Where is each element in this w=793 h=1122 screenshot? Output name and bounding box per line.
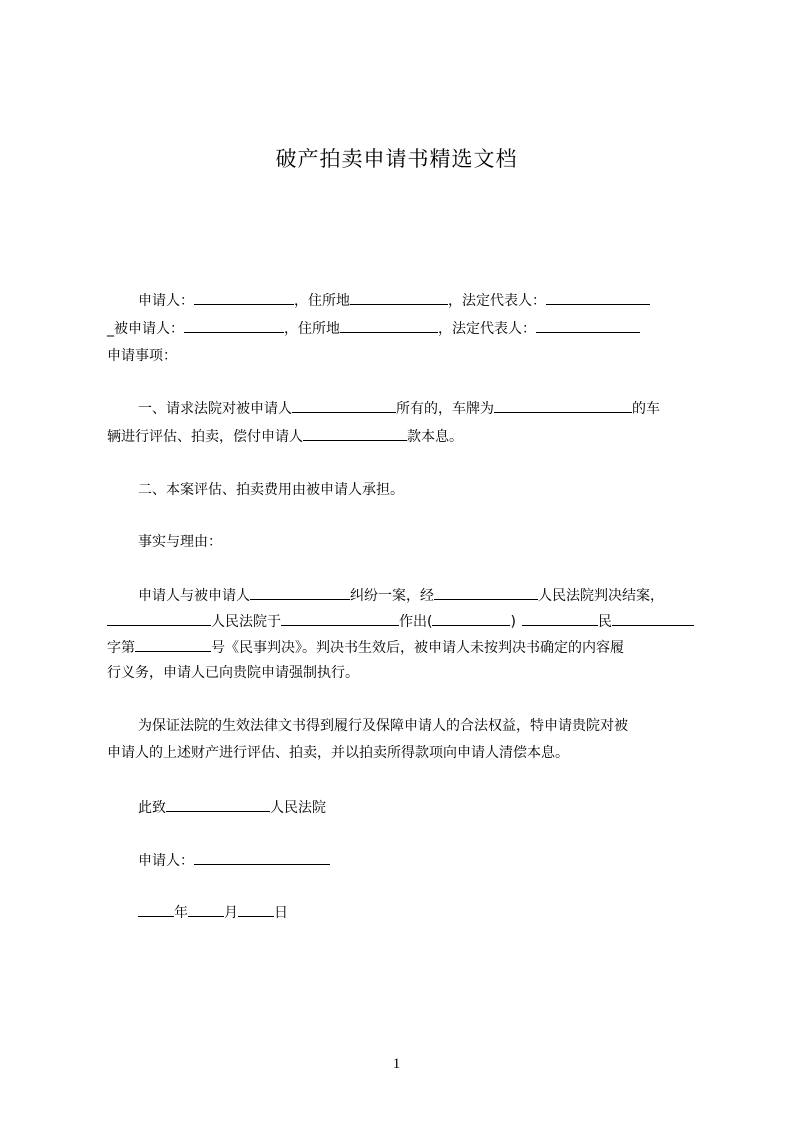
purpose-line-2: 申请人的上述财产进行评估、拍卖，并以拍卖所得款项向申请人清偿本息。	[107, 745, 569, 761]
respondent-legal-rep-label: ，法定代表人：	[438, 321, 536, 337]
lead-underscore: _	[107, 321, 114, 337]
facts-label: 事实与理由：	[138, 534, 222, 550]
signature-label: 申请人：	[138, 853, 194, 869]
court-name-blank[interactable]	[434, 585, 538, 600]
facts-text-f: )	[510, 614, 516, 630]
facts-text-a: 申请人与被申请人	[138, 588, 250, 604]
case-court-blank[interactable]	[522, 611, 598, 626]
closing-court: 人民法院	[270, 800, 326, 816]
applicant-blank[interactable]	[194, 290, 294, 305]
facts-line-2	[107, 611, 694, 632]
facts-line-4: 行义务，申请人已向贵院申请强制执行。	[107, 665, 359, 681]
parties-line-1	[138, 290, 650, 311]
signature-blank[interactable]	[194, 850, 330, 865]
plate-number-blank[interactable]	[494, 398, 632, 413]
item1-text-b: 所有的，车牌为	[396, 401, 494, 417]
month-blank[interactable]	[188, 902, 224, 917]
facts-text-h: 字第	[107, 640, 135, 656]
court-blank-2[interactable]	[107, 611, 211, 626]
closing-line	[138, 797, 326, 818]
facts-text-i: 号《民事判决》。判决书生效后，被申请人未按判决书确定的内容履	[211, 640, 624, 656]
day-blank[interactable]	[238, 902, 274, 917]
signature-line	[138, 850, 330, 871]
page-number: 1	[392, 1056, 401, 1072]
item1-line-2	[107, 426, 463, 447]
day-label: 日	[274, 905, 288, 921]
amount-blank[interactable]	[303, 426, 407, 441]
year-paren-blank[interactable]	[432, 611, 510, 626]
respondent-blank[interactable]	[184, 318, 284, 333]
page-title: 破产拍卖申请书精选文档	[275, 147, 518, 171]
request-label: 申请事项：	[107, 348, 177, 364]
court-addressee-blank[interactable]	[166, 797, 270, 812]
case-number-blank[interactable]	[135, 637, 211, 652]
applicant-label: 申请人：	[138, 293, 194, 309]
item2-text: 二、本案评估、拍卖费用由被申请人承担。	[138, 482, 404, 498]
respondent-name-blank[interactable]	[292, 398, 396, 413]
item1-line-1	[138, 398, 660, 419]
item1-text-d: 辆进行评估、拍卖，偿付申请人	[107, 429, 303, 445]
item1-text-e: 款本息。	[407, 429, 463, 445]
applicant-legal-rep-blank[interactable]	[546, 290, 650, 305]
facts-line-1	[138, 585, 664, 606]
date-line	[138, 902, 288, 923]
facts-text-g: 民	[597, 614, 612, 630]
dispute-type-blank[interactable]	[250, 585, 350, 600]
item1-text-a: 一、请求法院对被申请人	[138, 401, 292, 417]
item1-text-c: 的车	[632, 401, 660, 417]
closing-to: 此致	[138, 800, 166, 816]
residence-label: ，住所地	[294, 293, 350, 309]
facts-text-e: 作出(	[399, 614, 433, 630]
facts-text-b: 纠纷一案，经	[350, 588, 434, 604]
facts-text-d: 人民法院于	[211, 614, 281, 630]
respondent-label: 被申请人：	[114, 321, 184, 337]
respondent-legal-rep-blank[interactable]	[536, 318, 640, 333]
case-category-blank[interactable]	[612, 611, 694, 626]
date-blank[interactable]	[281, 611, 399, 626]
year-label: 年	[174, 905, 188, 921]
respondent-residence-blank[interactable]	[340, 318, 438, 333]
applicant-residence-blank[interactable]	[350, 290, 448, 305]
parties-line-2	[107, 318, 640, 339]
facts-text-c: 人民法院判决结案，	[538, 588, 664, 604]
purpose-line-1: 为保证法院的生效法律文书得到履行及保障申请人的合法权益，特申请贵院对被	[138, 718, 628, 734]
respondent-residence-label: ，住所地	[284, 321, 340, 337]
year-blank[interactable]	[138, 902, 174, 917]
facts-line-3	[107, 637, 624, 658]
legal-rep-label: ，法定代表人：	[448, 293, 546, 309]
month-label: 月	[224, 905, 238, 921]
